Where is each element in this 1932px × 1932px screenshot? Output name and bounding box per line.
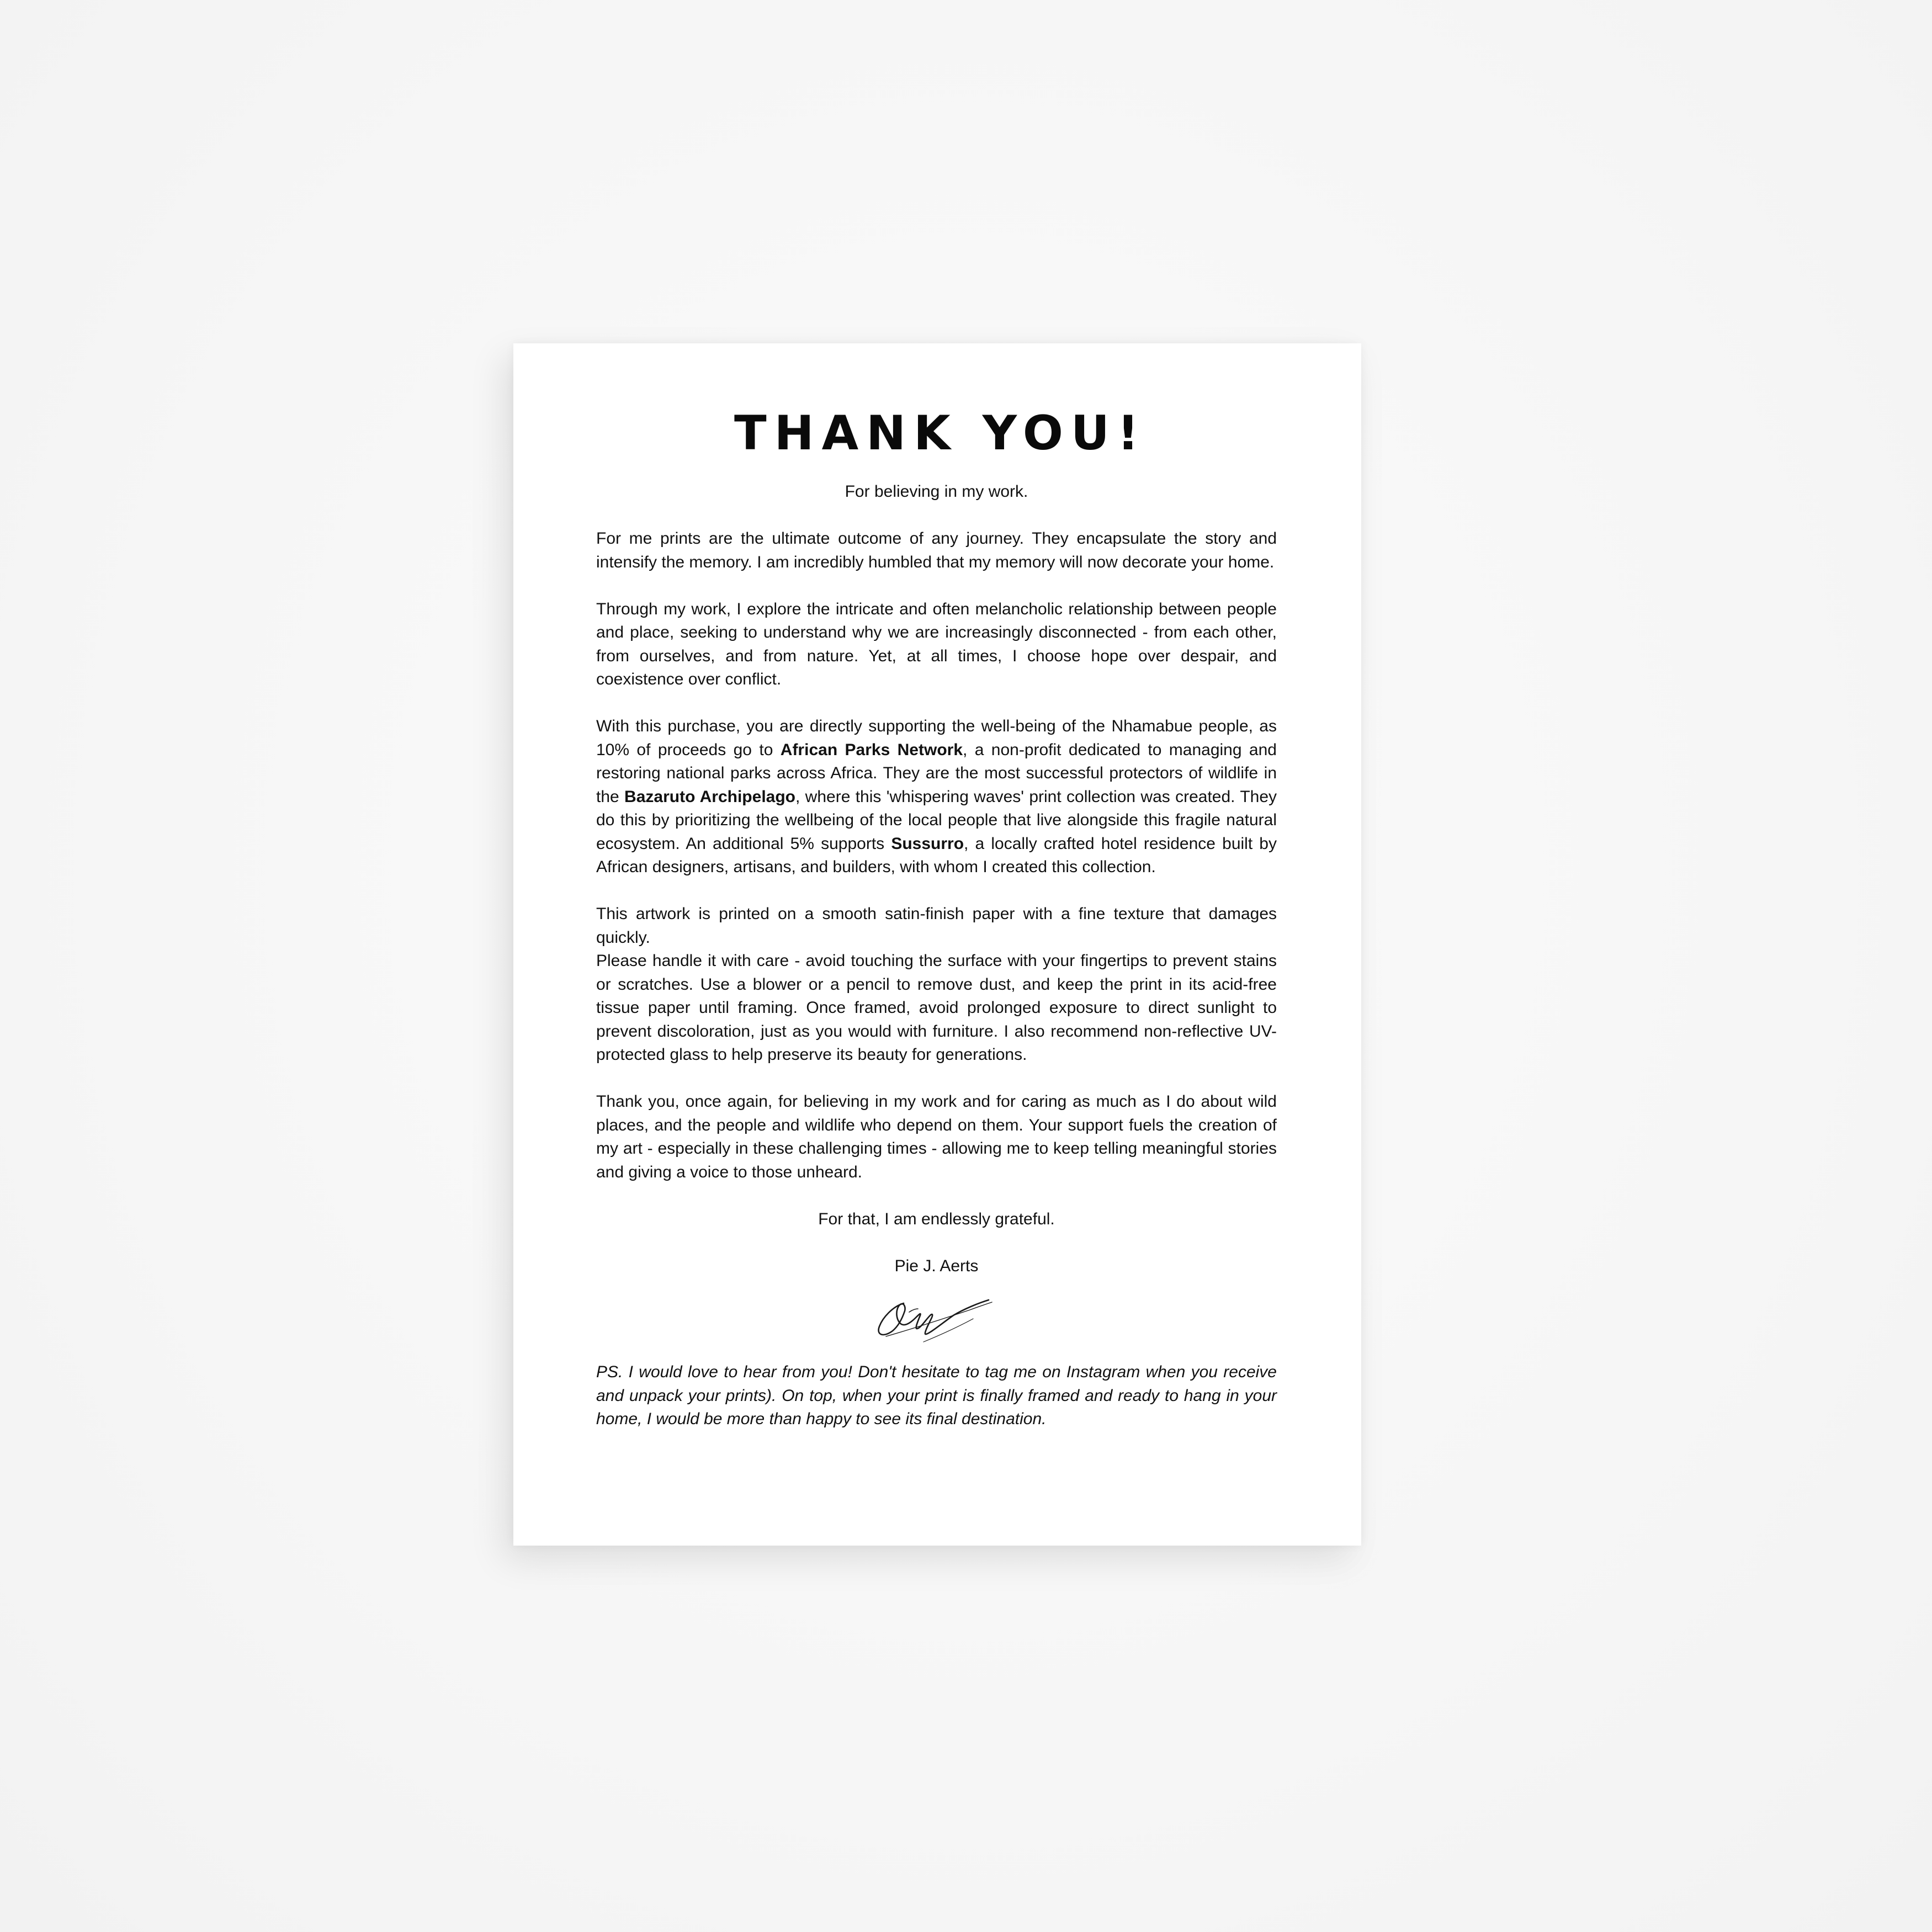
letter-subtitle: For believing in my work. [845,482,1028,501]
signature-icon [871,1290,1003,1351]
letter-title: THANK YOU! [734,406,1147,461]
paragraph-2: Through my work, I explore the intricate and often melancholic relationship between people and place, seeking to understand why we are increasingly disconnected - from each other, from ourselves, and from nature. Yet, at all times, I choose hope over despair, and coexistence over conflict. [596,599,1277,688]
paragraph-4-line-2: Please handle it with care - avoid touching the surface with your fingertips to prevent stains or scratches. Use a blower or a pencil to remove dust, and keep the print in its acid-free tissue paper until framing. Once framed, avoid prolonged exposure to direct sunlight to prevent discoloration, just as you would with furniture. I also recommend non-reflective UV-protected glass to help preserve its beauty for generations. [596,952,1277,1064]
paragraph-3-text-e: , where this 'whispering waves' print collection was created. They do this by prioritizing the wellbeing of the local people that live alongside this fragile natural ecosystem. An additional 5% supports [596,787,1277,853]
postscript: PS. I would love to hear from you! Don't hesitate to tag me on Instagram when you receive and unpack your prints). On top, when your print is finally framed and ready to hang in your home, I would be more than happy to see its final destination. [596,1363,1277,1428]
paragraph-3-text-c: , a non-profit dedicated to managing and restoring national parks across Africa. They are the most successful protectors of wildlife in the [596,740,1277,806]
paragraph-4 [596,903,1277,1067]
letter-content [596,406,1277,1431]
paragraph-1: For me prints are the ultimate outcome of any journey. They encapsulate the story and intensify the memory. I am incredibly humbled that my memory will now decorate your home. [596,529,1277,571]
closing-line: For that, I am endlessly grateful. [818,1209,1055,1228]
sussurro-text: Sussurro [891,834,964,853]
paragraph-3-text-a: With this purchase, you are directly supporting the well-being of the Nhamabue people, as 10% of proceeds go to [596,717,1277,759]
paragraph-4-line-1: This artwork is printed on a smooth satin-finish paper with a fine texture that damages quickly. [596,905,1277,947]
bazaruto-archipelago-text: Bazaruto Archipelago [624,787,795,806]
author-name: Pie J. Aerts [894,1256,979,1275]
paragraph-5: Thank you, once again, for believing in my work and for caring as much as I do about wild places, and the people and wildlife who depend on them. Your support fuels the creation of my art - especially in these challenging times - allowing me to keep telling meaningful stories and giving a voice to those unheard. [596,1092,1277,1181]
paragraph-3-text-g: , a locally crafted hotel residence built by African designers, artisans, and builders, with whom I created this collection. [596,834,1277,876]
letter-sheet [513,343,1361,1546]
african-parks-network-text: African Parks Network [780,740,963,759]
paragraph-3 [596,715,1277,879]
